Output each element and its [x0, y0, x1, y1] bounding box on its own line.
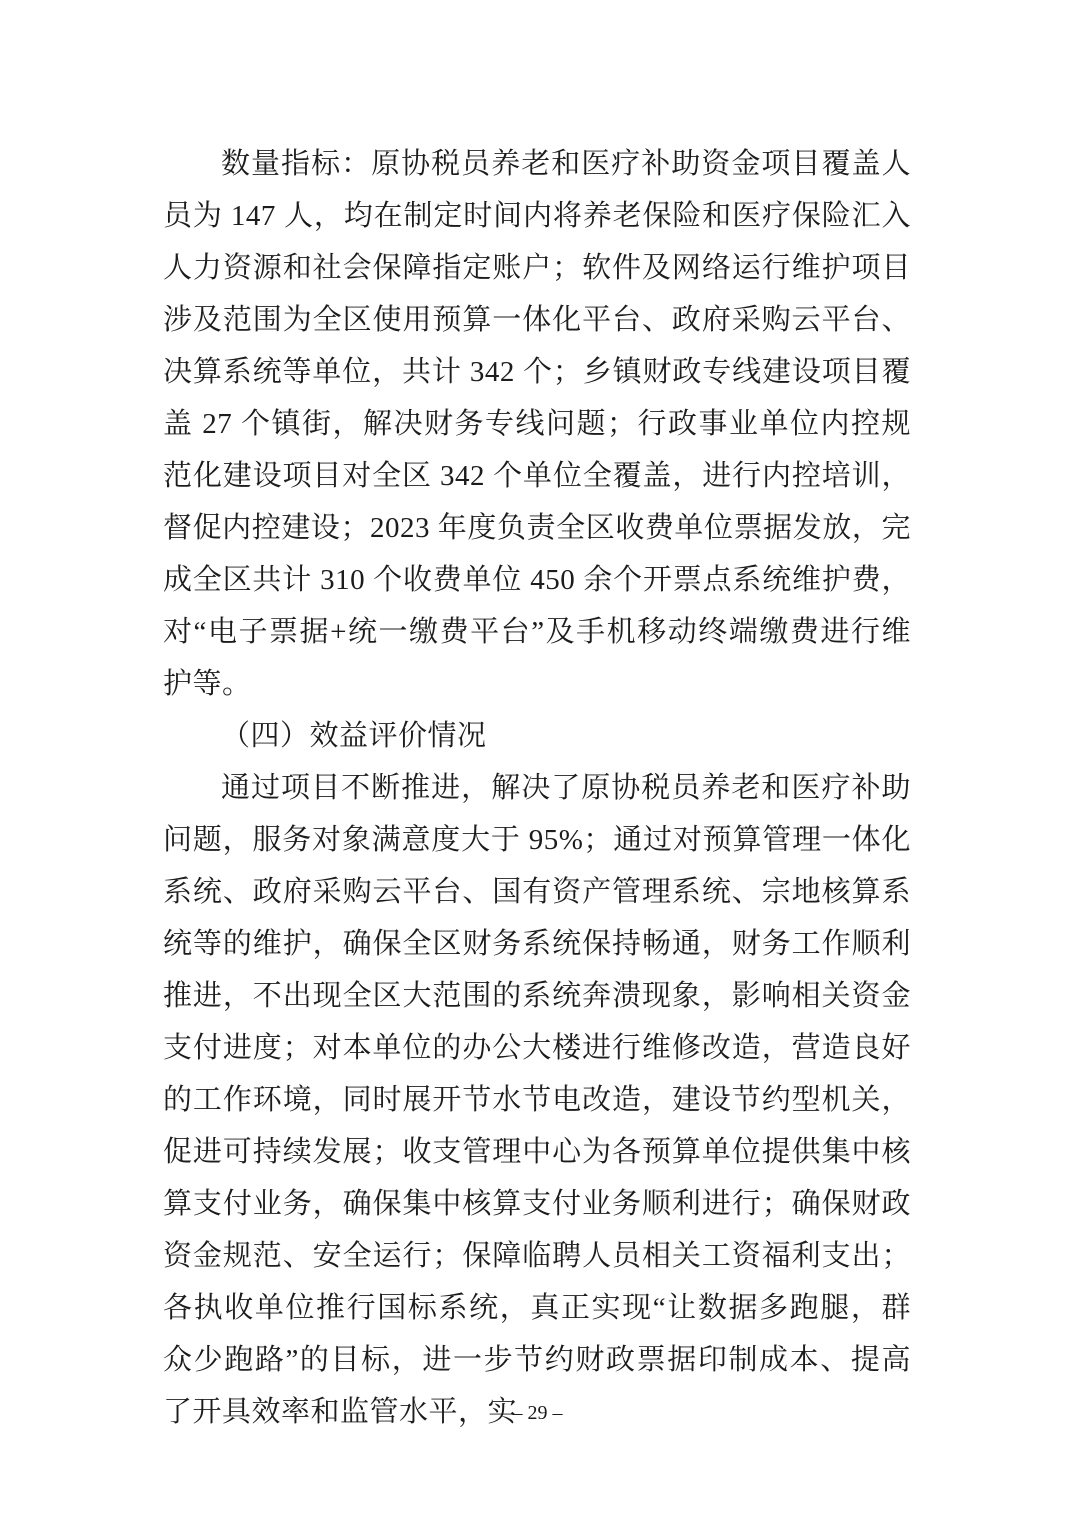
- section-heading-benefit-evaluation: （四）效益评价情况: [221, 720, 487, 752]
- page-number: – 29 –: [512, 1402, 563, 1424]
- paragraph-benefit-evaluation: 通过项目不断推进，解决了原协税员养老和医疗补助问题，服务对象满意度大于 95%；通过对预算管理一体化系统、政府采购云平台、国有资产管理系统、宗地核算系统等的维护，确保全区财务系统保持畅通，财务工作顺利推进，不出现全区大范围的系统奔溃现象，影响相关资金支付进度；对本单位的办公大楼进行维修改造，营造良好的工作环境，同时展开节水节电改造，建设节约型机关，促进可持续发展；收支管理中心为各预算单位提供集中核算支付业务，确保集中核算支付业务顺利进行；确保财政资金规范、安全运行；保障临聘人员相关工资福利支出；各执收单位推行国标系统，真正实现“让数据多跑腿，群众少跑路”的目标，进一步节约财政票据印制成本、提高了开具效率和监管水平，实: [163, 772, 911, 1428]
- document-body: [163, 138, 911, 1438]
- paragraph-quantity-indicators: 数量指标：原协税员养老和医疗补助资金项目覆盖人员为 147 人，均在制定时间内将养老保险和医疗保险汇入人力资源和社会保障指定账户；软件及网络运行维护项目涉及范围为全区使用预算一体化平台、政府采购云平台、决算系统等单位，共计 342 个；乡镇财政专线建设项目覆盖 27 个镇街，解决财务专线问题；行政事业单位内控规范化建设项目对全区 342 个单位全覆盖，进行内控培训，督促内控建设；2023 年度负责全区收费单位票据发放，完成全区共计 310 个收费单位 450 余个开票点系统维护费， 对“电子票据+统一缴费平台”及手机移动终端缴费进行维护等。: [163, 148, 911, 700]
